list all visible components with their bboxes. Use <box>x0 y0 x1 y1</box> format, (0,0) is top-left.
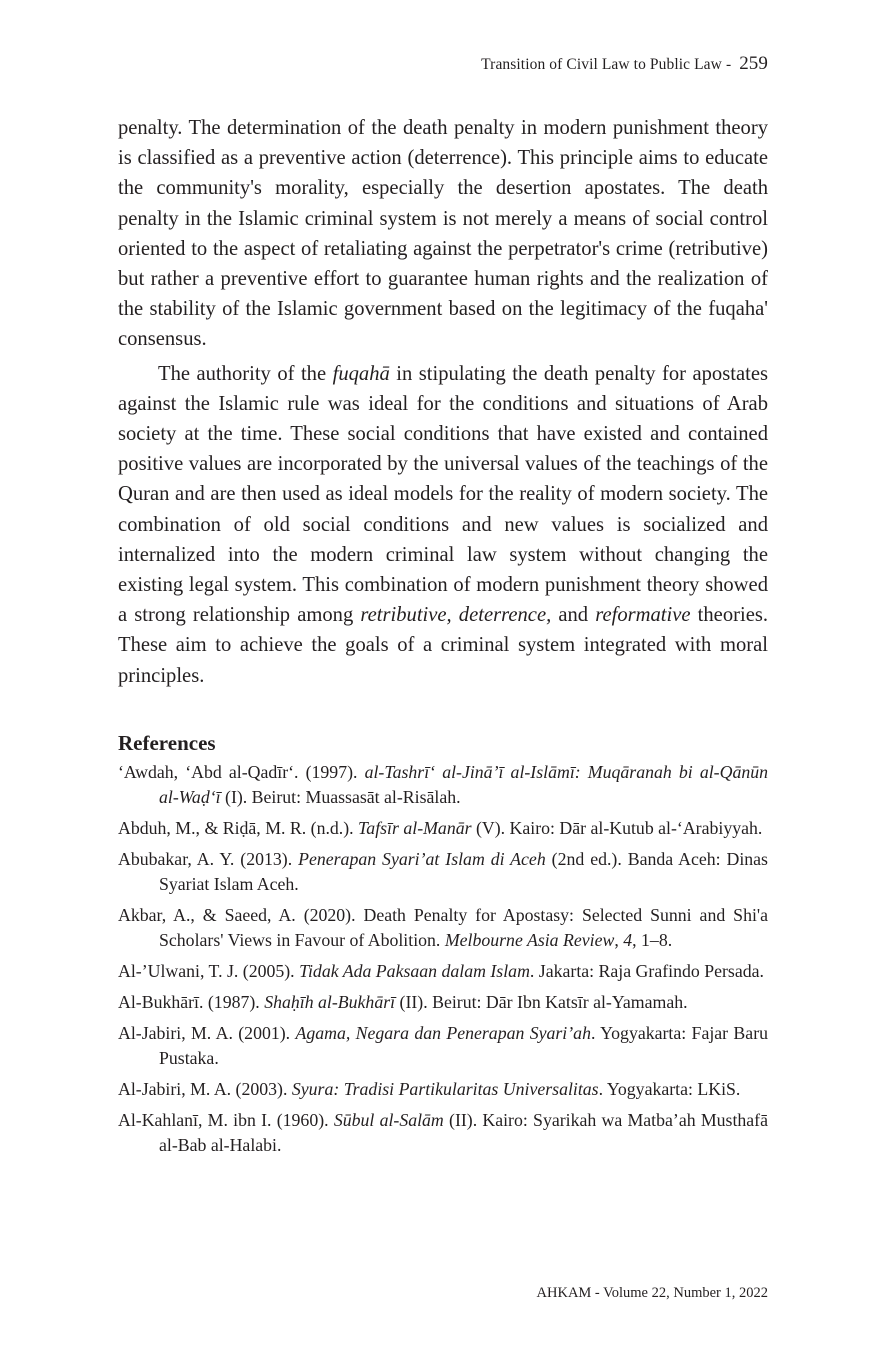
text-run: Abubakar, A. Y. (2013). <box>118 848 299 869</box>
reference-item <box>118 816 768 841</box>
italic-text: reformative <box>595 604 691 627</box>
italic-text: Shaḥīh al-Bukhārī <box>264 991 396 1012</box>
italic-text: al-Tashrī‘ al-Jinā’ī al-Islāmī: Muqāranah bi al-Qānūn al-Waḍ‘ī <box>159 761 769 807</box>
italic-text: fuqahā <box>332 362 390 385</box>
text-run: (2nd ed.). Banda Aceh: Dinas Syariat Islam Aceh. <box>159 848 768 894</box>
text-run: in stipulating the death penalty for apostates against the Islamic rule was ideal for the conditions and situations of Arab society at the time. These social conditions that have existed and contained positive values are incorporated by the universal values of the teachings of the Quran and are then used as ideal models for the reality of modern society. The combination of old social conditions and new values is socialized and internalized into the modern criminal law system without changing the existing legal system. This combination of modern punishment theory showed a strong relationship among <box>118 362 768 627</box>
body-paragraph <box>118 113 768 355</box>
reference-item <box>118 847 768 897</box>
text-run: Al-’Ulwani, T. J. (2005). <box>118 960 300 981</box>
text-run: (V). Kairo: Dār al-Kutub al-‘Arabiyyah. <box>471 817 763 838</box>
text-run: Abduh, M., & Riḍā, M. R. (n.d.). <box>118 817 359 838</box>
text-run: Al-Kahlanī, M. ibn I. (1960). <box>118 1109 334 1130</box>
text-run: Al-Jabiri, M. A. (2001). <box>118 1022 296 1043</box>
page-body <box>118 113 768 1164</box>
header-separator: - <box>725 56 732 73</box>
text-run: penalty. The determination of the death penalty in modern punishment theory is classified as a preventive action (deterrence). This principle aims to educate the community's morality, especially the desertion apostates. The death penalty in the Islamic criminal system is not merely a means of social control oriented to the aspect of retaliating against the perpetrator's crime (retributive) but rather a preventive effort to guarantee human rights and the realization of the stability of the Islamic government based on the legitimacy of the fuqaha' consensus. <box>118 117 768 351</box>
italic-text: Sūbul al-Salām <box>333 1109 444 1130</box>
reference-item <box>118 760 768 810</box>
journal-footer: AHKAM - Volume 22, Number 1, 2022 <box>536 1285 768 1301</box>
text-run: , 1–8. <box>632 929 673 950</box>
page-number: 259 <box>739 53 768 74</box>
text-run: . Yogyakarta: Fajar Baru Pustaka. <box>159 1022 769 1068</box>
italic-text: Penerapan Syari’at Islam di Aceh <box>298 848 546 869</box>
reference-item <box>118 990 768 1015</box>
text-run: , <box>614 929 624 950</box>
italic-text: Tafsīr al-Manār <box>358 817 472 838</box>
text-run: (I). Beirut: Muassasāt al-Risālah. <box>220 786 461 807</box>
reference-item <box>118 959 768 984</box>
references-list <box>118 760 768 1158</box>
text-run: Akbar, A., & Saeed, A. (2020). Death Penalty for Apostasy: Selected Sunni and Shi'a Scholars' Views in Favour of Abolition. <box>118 904 768 950</box>
text-run: The authority of the <box>158 362 333 385</box>
reference-item <box>118 1077 768 1102</box>
running-title: Transition of Civil Law to Public Law <box>481 56 722 73</box>
italic-text: retributive, deterrence, <box>360 604 552 627</box>
reference-item <box>118 1108 768 1158</box>
text-run: ‘Awdah, ‘Abd al-Qadīr‘. (1997). <box>118 761 365 782</box>
reference-item <box>118 903 768 953</box>
italic-text: Syura: Tradisi Partikularitas Universalitas <box>291 1078 599 1099</box>
text-run: theories. These aim to achieve the goals of a criminal system integrated with moral principles. <box>118 604 769 687</box>
text-run: Al-Bukhārī. (1987). <box>118 991 265 1012</box>
references-heading: References <box>118 730 216 755</box>
text-run: and <box>551 604 596 627</box>
running-header <box>481 53 768 75</box>
italic-text: Agama, Negara dan Penerapan Syari’ah <box>295 1022 591 1043</box>
text-run: (II). Kairo: Syarikah wa Matba’ah Musthafā al-Bab al-Halabi. <box>159 1109 768 1155</box>
reference-item <box>118 1021 768 1071</box>
text-run: . Yogyakarta: LKiS. <box>598 1078 741 1099</box>
text-run: Al-Jabiri, M. A. (2003). <box>118 1078 292 1099</box>
text-run: (II). Beirut: Dār Ibn Katsīr al-Yamamah. <box>395 991 688 1012</box>
text-run: . Jakarta: Raja Grafindo Persada. <box>529 960 764 981</box>
italic-text: 4 <box>623 929 633 950</box>
body-paragraph <box>118 359 768 691</box>
italic-text: Melbourne Asia Review <box>444 929 615 950</box>
italic-text: Tidak Ada Paksaan dalam Islam <box>299 960 530 981</box>
